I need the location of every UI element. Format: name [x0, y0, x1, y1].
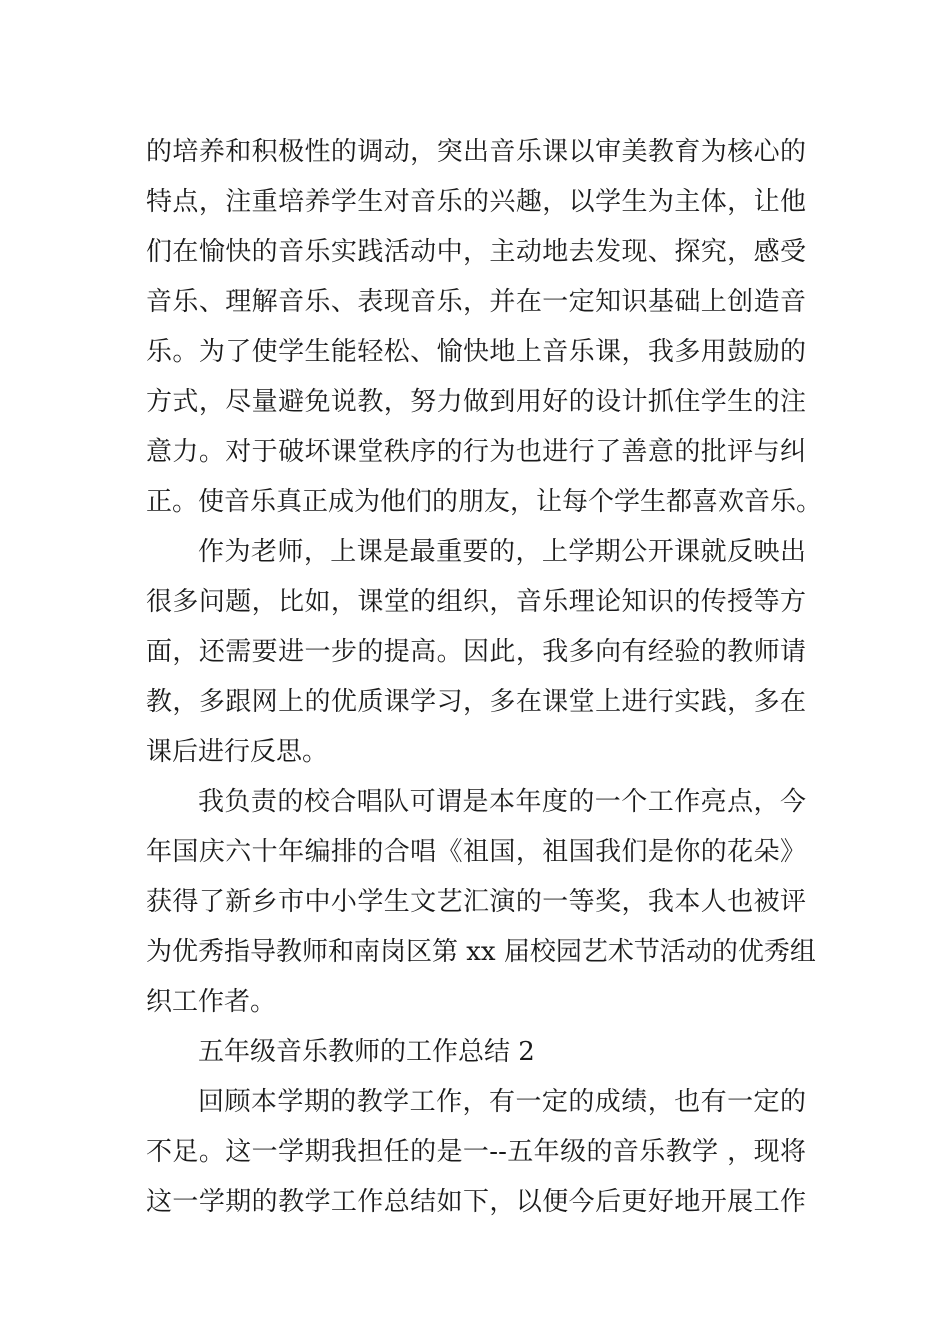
text-line: 教，多跟网上的优质课学习，多在课堂上进行实践，多在: [146, 687, 806, 717]
paragraph-first-line: 回顾本学期的教学工作，有一定的成绩，也有一定的: [198, 1087, 806, 1117]
text-line: 很多问题，比如，课堂的组织，音乐理论知识的传授等方: [146, 587, 806, 617]
text-line: 年国庆六十年编排的合唱《祖国，祖国我们是你的花朵》: [146, 837, 806, 867]
text-line: 课后进行反思。: [146, 737, 329, 767]
text-line: 不足。这一学期我担任的是一--五年级的音乐教学 ，现将: [146, 1137, 806, 1167]
text-line: 意力。对于破坏课堂秩序的行为也进行了善意的批评与纠: [146, 437, 806, 467]
paragraph-first-line: 作为老师，上课是最重要的，上学期公开课就反映出: [198, 537, 806, 567]
text-line: 获得了新乡市中小学生文艺汇演的一等奖，我本人也被评: [146, 887, 806, 917]
text-line: 正。使音乐真正成为他们的朋友，让每个学生都喜欢音乐。: [146, 487, 823, 517]
text-line: 这一学期的教学工作总结如下，以便今后更好地开展工作: [146, 1187, 806, 1217]
text-line: 音乐、理解音乐、表现音乐，并在一定知识基础上创造音: [146, 287, 806, 317]
text-line: 乐。为了使学生能轻松、愉快地上音乐课，我多用鼓励的: [146, 337, 806, 367]
section-heading: 五年级音乐教师的工作总结 2: [198, 1037, 535, 1067]
text-line: 织工作者。: [146, 987, 277, 1017]
text-line: 为优秀指导教师和南岗区第 xx 届校园艺术节活动的优秀组: [146, 937, 816, 967]
text-line: 特点，注重培养学生对音乐的兴趣，以学生为主体，让他: [146, 187, 806, 217]
paragraph-first-line: 我负责的校合唱队可谓是本年度的一个工作亮点，今: [198, 787, 806, 817]
text-line: 方式，尽量避免说教，努力做到用好的设计抓住学生的注: [146, 387, 806, 417]
text-line: 的培养和积极性的调动，突出音乐课以审美教育为核心的: [146, 137, 806, 167]
text-line: 们在愉快的音乐实践活动中，主动地去发现、探究，感受: [146, 237, 806, 267]
text-line: 面，还需要进一步的提高。因此，我多向有经验的教师请: [146, 637, 806, 667]
